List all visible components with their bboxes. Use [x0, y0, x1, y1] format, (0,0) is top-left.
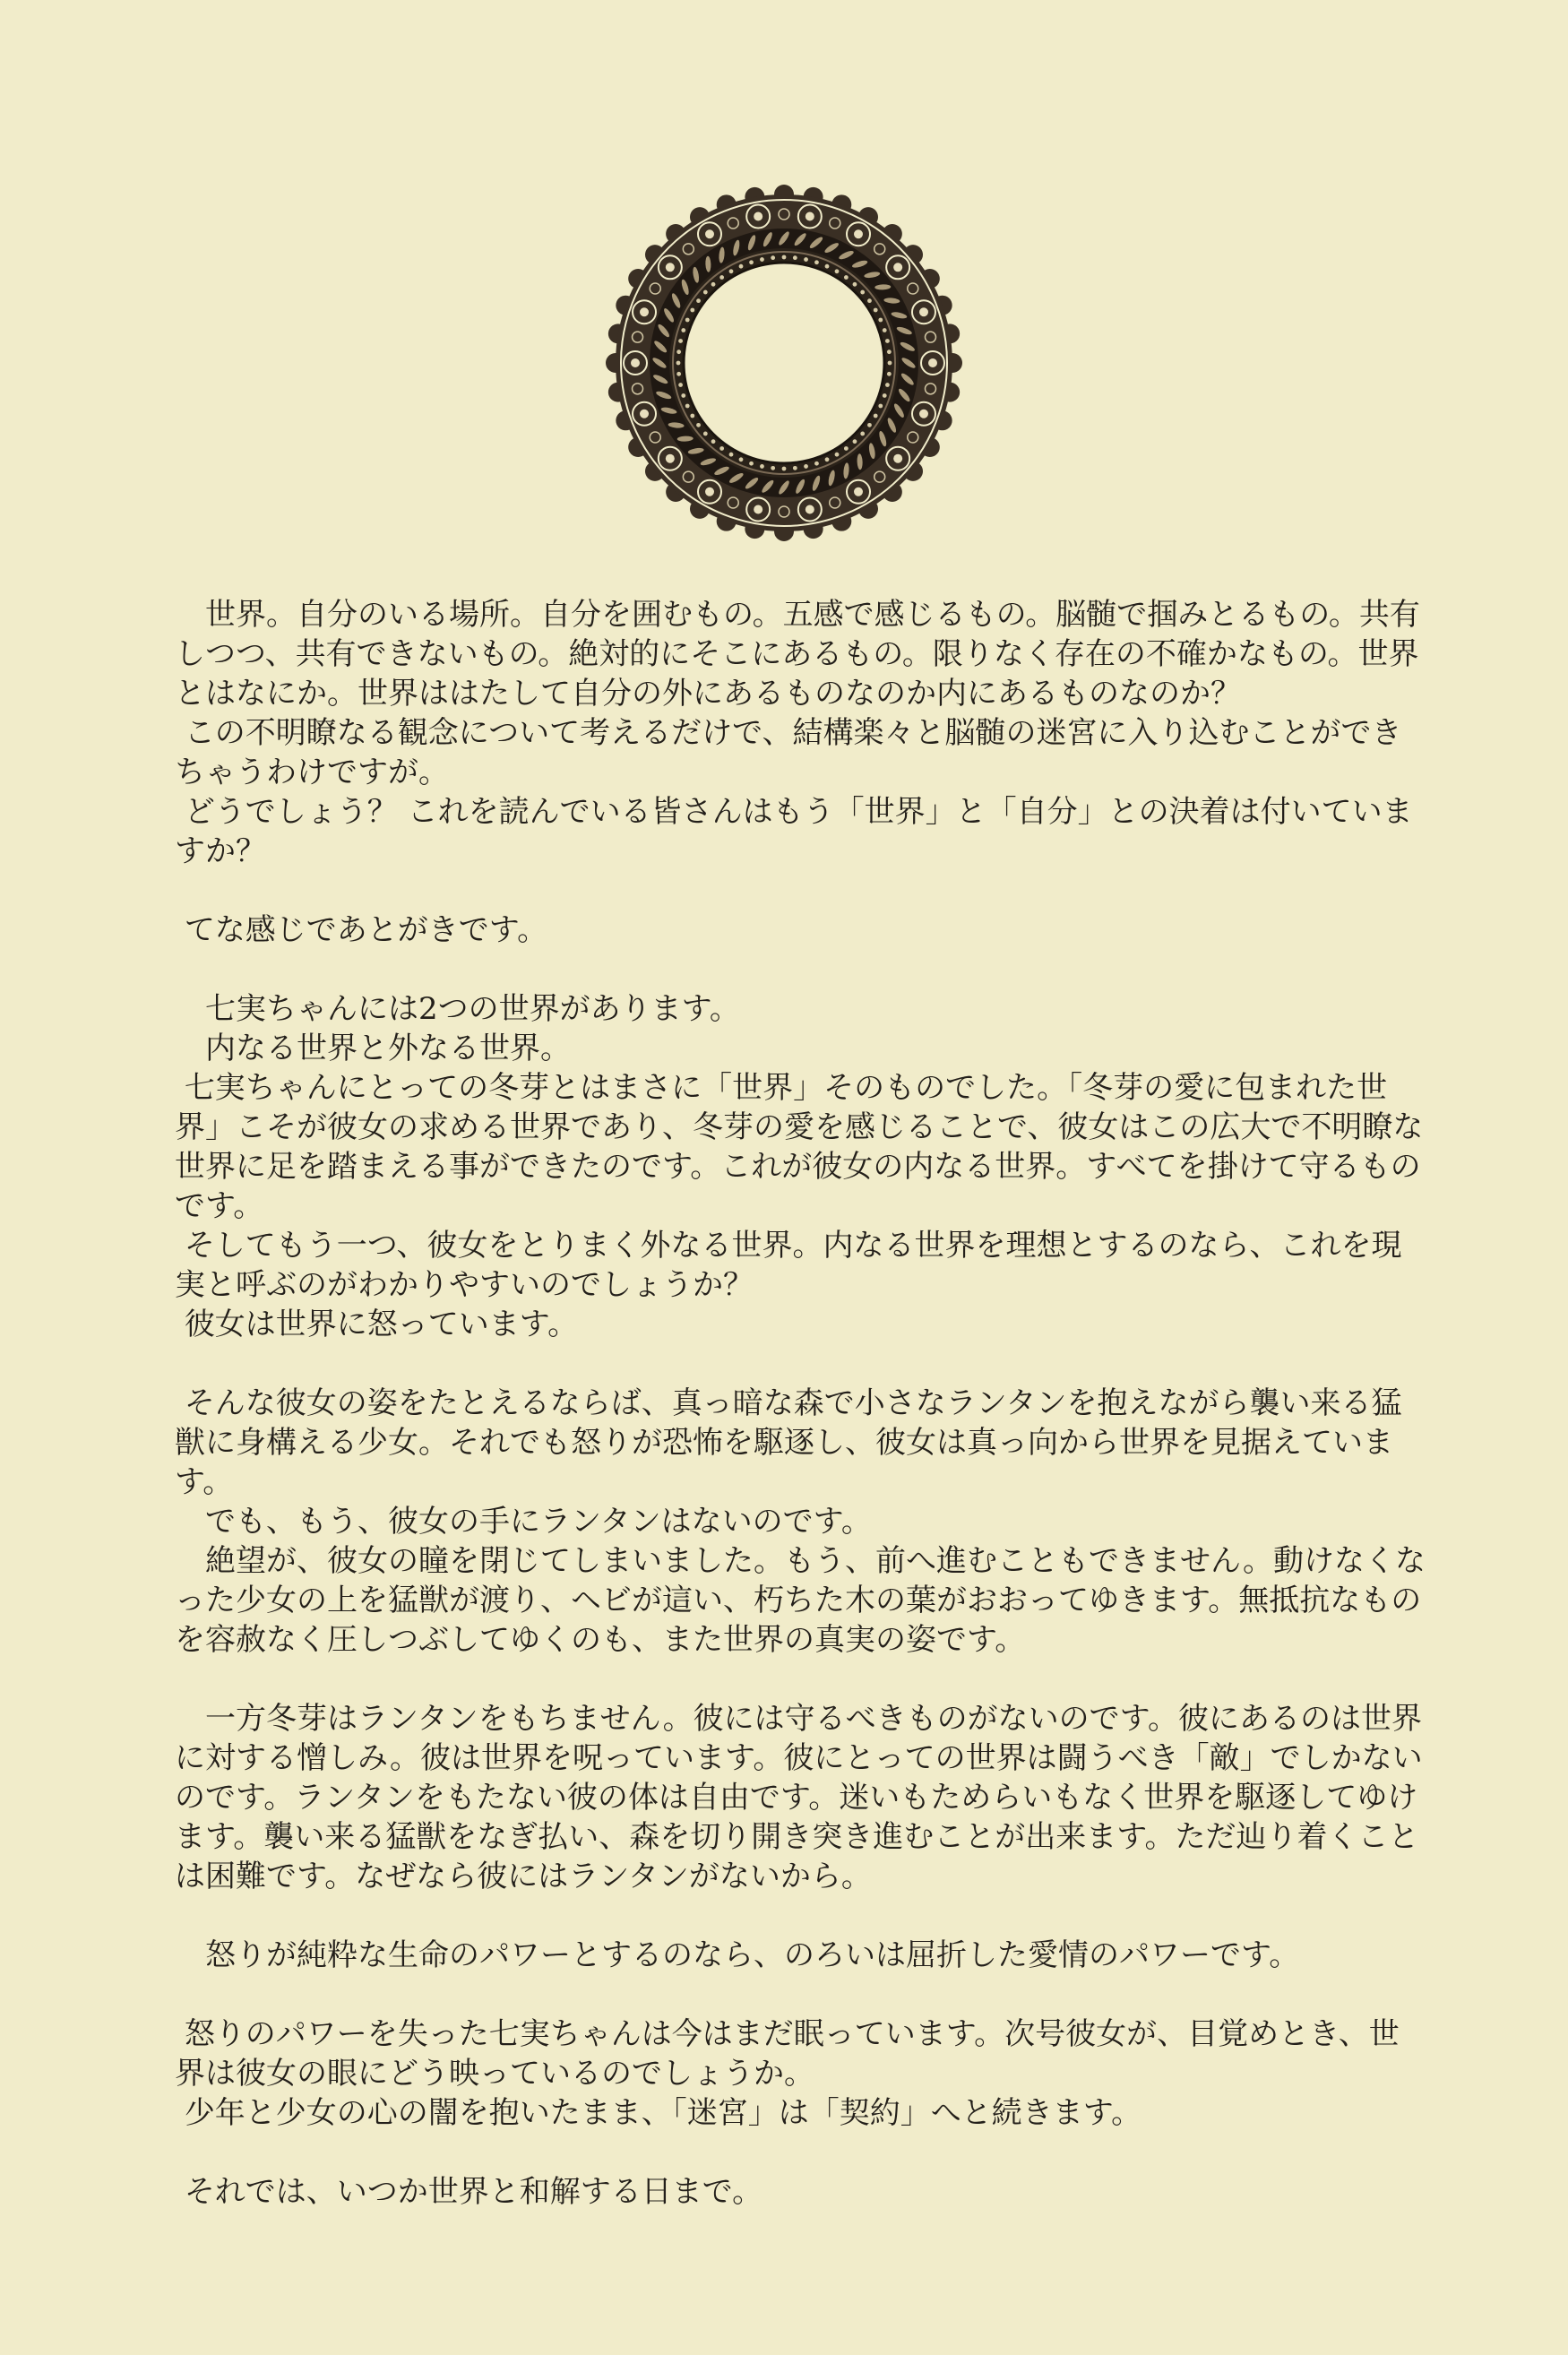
paragraph-gap	[175, 950, 1429, 989]
paragraph: そんな彼女の姿をたとえるならば、真っ暗な森で小さなランタンを抱えながら襲い来る猛獣に身構える少女。それでも怒りが恐怖を駆逐し、彼女は真っ向から世界を見据えています。	[175, 1385, 1402, 1500]
paragraph: この不明瞭なる観念について考えるだけで、結構楽々と脳髄の迷宮に入り込むことができちゃうわけですが。	[175, 715, 1402, 790]
paragraph: 怒りのパワーを失った七実ちゃんは今はまだ眠っています。次号彼女が、目覚めとき、世界は彼女の眼にどう映っているのでしょうか。	[175, 2016, 1400, 2092]
paragraph: そしてもう一つ、彼女をとりまく外なる世界。内なる世界を理想とするのなら、これを現実と呼ぶのがわかりやすいのでしょうか？	[175, 1228, 1402, 1303]
paragraph: でも、もう、彼女の手にランタンはないのです。	[175, 1504, 872, 1540]
paragraph: 七実ちゃんには2つの世界があります。	[175, 991, 740, 1027]
paragraph-gap	[175, 1660, 1429, 1699]
paragraph: 彼女は世界に怒っています。	[175, 1307, 579, 1342]
paragraph-gap	[175, 871, 1429, 910]
paragraph: 内なる世界と外なる世界。	[175, 1031, 571, 1066]
paragraph: 世界。自分のいる場所。自分を囲むもの。五感で感じるもの。脳髄で掴みとるもの。共有しつつ、共有できないもの。絶対的にそこにあるもの。限りなく存在の不確かなもの。世界とはなにか。世界ははたして自分の外にあるものなのか内にあるものなのか？	[175, 597, 1420, 712]
paragraph: 怒りが純粋な生命のパワーとするのなら、のろいは屈折した愛情のパワーです。	[175, 1937, 1300, 1973]
paragraph-gap	[175, 1344, 1429, 1384]
paragraph: 七実ちゃんにとっての冬芽とはまさに「世界」そのものでした。「冬芽の愛に包まれた世界」こそが彼女の求める世界であり、冬芽の愛を感じることで、彼女はこの広大で不明瞭な世界に足を踏まえる事ができたのです。これが彼女の内なる世界。すべてを掛けて守るものです。	[175, 1070, 1424, 1224]
paragraph: どうでしょう？ これを読んでいる皆さんはもう「世界」と「自分」との決着は付いていますか？	[175, 794, 1413, 869]
paragraph-gap	[175, 1975, 1429, 2014]
paragraph: 少年と少女の心の闇を抱いたまま、「迷宮」は「契約」へと続きます。	[175, 2095, 1142, 2131]
paragraph: 一方冬芽はランタンをもちません。彼には守るべきものがないのです。彼にあるのは世界に対する憎しみ。彼は世界を呪っています。彼にとっての世界は闘うべき「敵」でしかないのです。ランタンをもたない彼の体は自由です。迷いもためらいもなく世界を駆逐してゆけます。襲い来る猛獣をなぎ払い、森を切り開き突き進むことが出来ます。ただ辿り着くことは困難です。なぜなら彼にはランタンがないから。	[175, 1701, 1423, 1894]
afterword-text	[175, 595, 1429, 2212]
paragraph: 絶望が、彼女の瞳を閉じてしまいました。もう、前へ進むこともできません。動けなくなった少女の上を猛獣が渡り、ヘビが這い、朽ちた木の葉がおおってゆきます。無抵抗なものを容赦なく圧しつぶしてゆくのも、また世界の真実の姿です。	[175, 1543, 1426, 1658]
ornate-circular-frame-icon	[605, 184, 963, 542]
paragraph-gap	[175, 2133, 1429, 2172]
paragraph: それでは、いつか世界と和解する日まで。	[175, 2174, 763, 2210]
paragraph: てな感じであとがきです。	[175, 912, 548, 948]
paragraph-gap	[175, 1896, 1429, 1936]
